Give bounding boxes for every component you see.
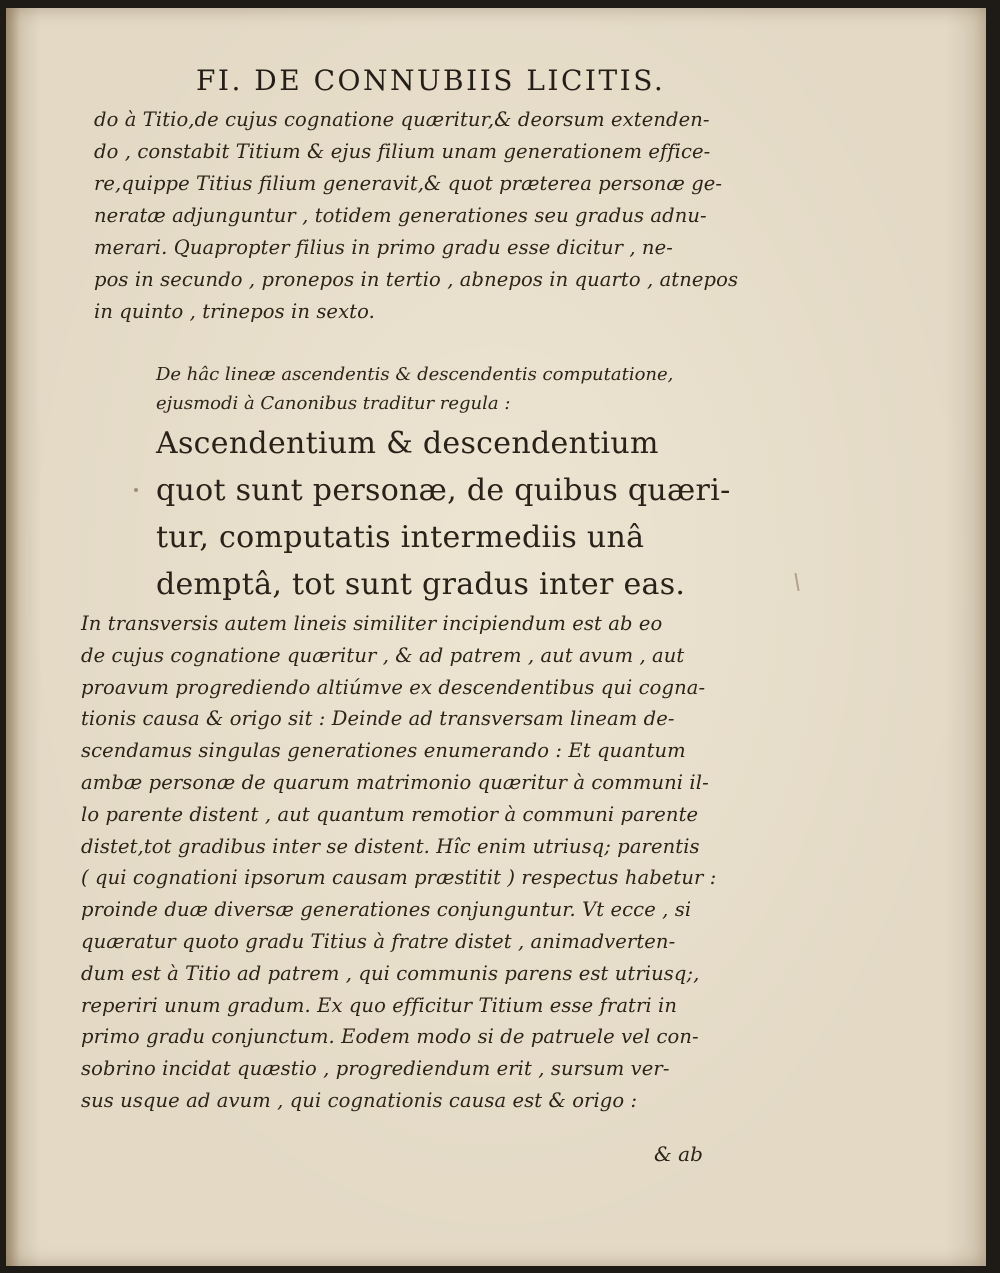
text-line: de cujus cognatione quæritur , & ad patrem , aut avum , aut [81,643,685,667]
text-line: dum est à Titio ad patrem , qui communis parens est utriusq;, [81,961,700,985]
page-gutter-shadow [6,8,20,1266]
text-line: scendamus singulas generationes enumerando : Et quantum [81,739,686,763]
text-line: in quinto , trinepos in sexto. [94,300,375,323]
text-line: ( qui cognationi ipsorum causam præstitit ) respectus habetur : [81,866,717,890]
paragraph-3 [81,608,716,1117]
text-line: distet,tot gradibus inter se distent. Hîc enim utriusq; parentis [81,834,700,858]
running-head: FI. DE CONNUBIIS LICITIS. [196,64,666,97]
text-line: quæratur quoto gradu Titius à fratre distet , animadverten- [81,929,676,953]
canon-rule-block [156,420,731,608]
text-line: re,quippe Titius filium generavit,& quot præterea personæ ge- [94,172,723,195]
text-line: ambæ personæ de quarum matrimonio quæritur à communi il- [81,770,709,794]
text-line: ejusmodi à Canonibus traditur regula : [156,393,511,414]
rule-line: tur, computatis intermediis unâ [156,520,645,555]
text-line: sus usque ad avum , qui cognationis causa est & origo : [81,1088,638,1112]
paragraph-2 [156,360,673,418]
paragraph-1 [94,104,738,328]
text-line: primo gradu conjunctum. Eodem modo si de patruele vel con- [81,1025,699,1049]
text-line: lo parente distent , aut quantum remotior à communi parente [81,802,699,826]
text-line: De hâc lineæ ascendentis & descendentis computatione, [156,364,674,385]
rule-line: quot sunt personæ, de quibus quæri- [156,473,731,508]
text-line: pos in secundo , pronepos in tertio , abnepos in quarto , atnepos [94,268,739,291]
paper-blemish [794,573,799,591]
text-line: do à Titio,de cujus cognatione quæritur,& deorsum extenden- [94,108,710,131]
text-line: proinde duæ diversæ generationes conjunguntur. Vt ecce , si [81,898,692,922]
text-line: tionis causa & origo sit : Deinde ad transversam lineam de- [81,707,675,731]
paper-blemish [134,488,138,492]
catchword: & ab [654,1142,703,1166]
text-line: neratæ adjunguntur , totidem generationes seu gradus adnu- [94,204,707,227]
text-line: do , constabit Titium & ejus filium unam generationem effice- [94,140,711,163]
text-line: reperiri unum gradum. Ex quo efficitur Titium esse fratri in [81,993,678,1017]
text-line: proavum progrediendo altiúmve ex descendentibus qui cogna- [81,675,706,699]
rule-line: Ascendentium & descendentium [156,426,659,461]
book-page [6,8,986,1266]
text-line: merari. Quapropter filius in primo gradu esse dicitur , ne- [94,236,673,259]
rule-line: demptâ, tot sunt gradus inter eas. [156,567,686,602]
text-line: sobrino incidat quæstio , progrediendum erit , sursum ver- [81,1057,670,1081]
text-line: In transversis autem lineis similiter incipiendum est ab eo [81,612,663,635]
